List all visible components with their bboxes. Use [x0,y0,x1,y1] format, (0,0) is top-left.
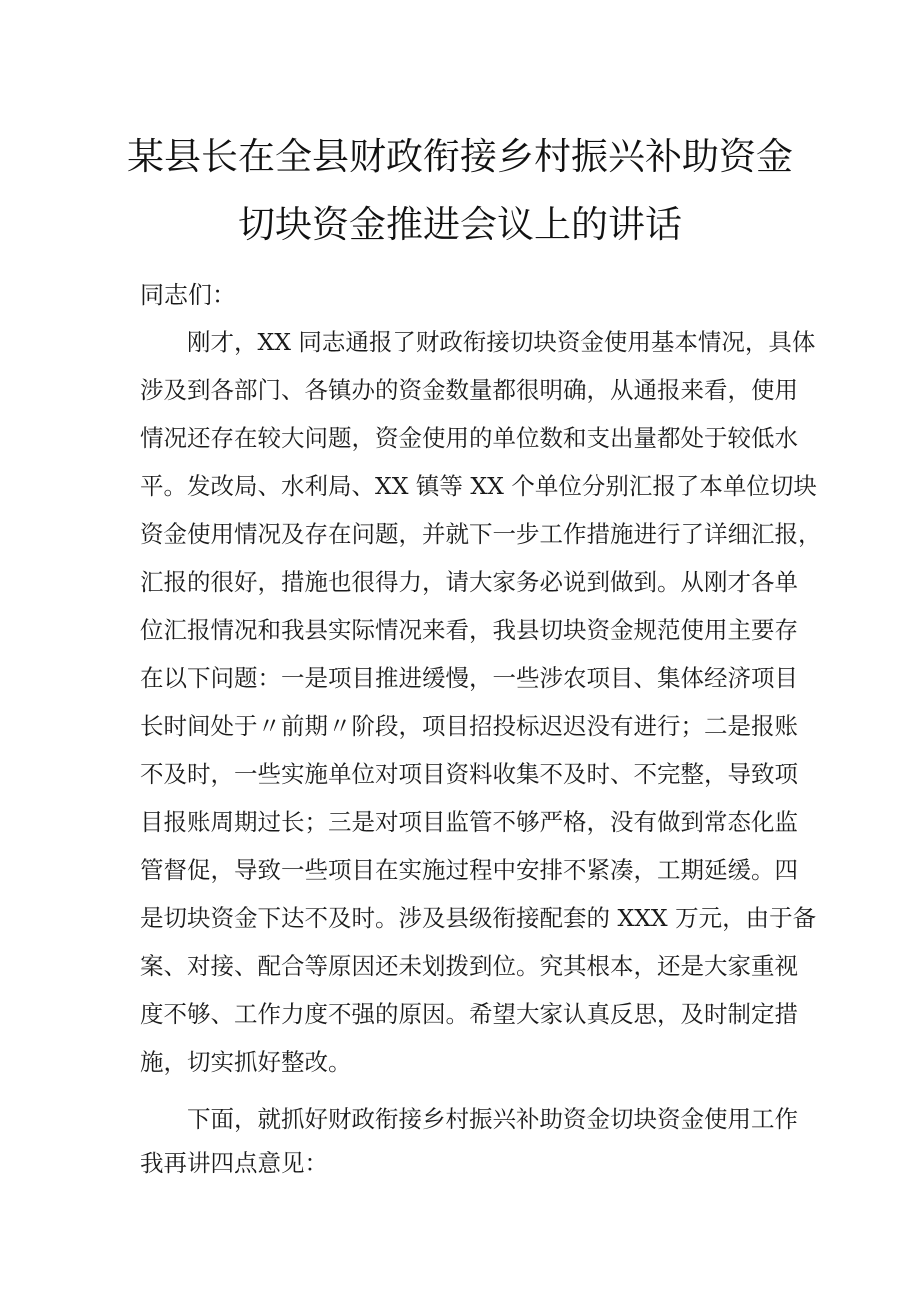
paragraph-line: 案、对接、配合等原因还未划拨到位。究其根本，还是大家重视 [140,952,798,980]
paragraph-line: 涉及到各部门、各镇办的资金数量都很明确，从通报来看，使用 [140,376,798,404]
paragraph-line: 在以下问题：一是项目推进缓慢，一些涉农项目、集体经济项目 [140,664,798,692]
paragraph-line: 施，切实抓好整改。 [140,1048,352,1076]
paragraph-line: 度不够、工作力度不强的原因。希望大家认真反思，及时制定措 [140,1000,798,1028]
paragraph-line: 目报账周期过长；三是对项目监管不够严格，没有做到常态化监 [140,808,798,836]
paragraph-line: 是切块资金下达不及时。涉及县级衔接配套的 XXX 万元，由于备 [140,904,817,932]
document-title-line-1: 某县长在全县财政衔接乡村振兴补助资金 [127,135,793,178]
paragraph-line: 我再讲四点意见： [140,1149,328,1177]
paragraph-line: 平。发改局、水利局、XX 镇等 XX 个单位分别汇报了本单位切块 [140,472,817,500]
document-title-line-2: 切块资金推进会议上的讲话 [238,203,682,246]
paragraph-line: 下面，就抓好财政衔接乡村振兴补助资金切块资金使用工作 [187,1105,798,1133]
paragraph-line: 汇报的很好，措施也很得力，请大家务必说到做到。从刚才各单 [140,568,798,596]
paragraph-line: 资金使用情况及存在问题，并就下一步工作措施进行了详细汇报， [140,520,822,548]
salutation: 同志们： [140,281,236,309]
paragraph-2 [140,1097,798,1185]
paragraph-line: 情况还存在较大问题，资金使用的单位数和支出量都处于较低水 [140,424,798,452]
paragraph-line: 不及时，一些实施单位对项目资料收集不及时、不完整，导致项 [140,760,798,788]
paragraph-line: 刚才，XX 同志通报了财政衔接切块资金使用基本情况，具体 [187,328,816,356]
paragraph-line: 管督促，导致一些项目在实施过程中安排不紧凑，工期延缓。四 [140,856,798,884]
paragraph-line: 长时间处于〃前期〃阶段，项目招投标迟迟没有进行；二是报账 [140,712,798,740]
paragraph-1 [140,318,822,1086]
paragraph-line: 位汇报情况和我县实际情况来看，我县切块资金规范使用主要存 [140,616,798,644]
